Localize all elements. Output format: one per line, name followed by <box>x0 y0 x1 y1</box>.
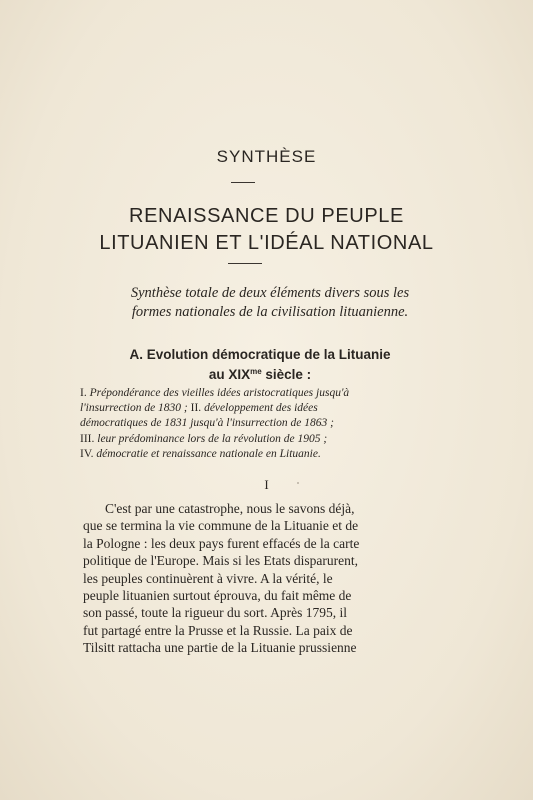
divider-rule <box>231 182 255 183</box>
summary-line <box>80 432 470 447</box>
section-heading-line <box>60 363 460 383</box>
main-title <box>0 203 533 257</box>
body-text <box>83 500 461 657</box>
body-line: la Pologne : les deux pays furent effacés de la carte <box>83 535 360 551</box>
summary-line <box>80 401 470 416</box>
body-line: que se termina la vie commune de la Lituanie et de <box>83 518 359 534</box>
chapter-numeral: I <box>264 477 269 492</box>
subtitle-line: formes nationales de la civilisation lituanienne. <box>131 304 409 320</box>
section-heading <box>60 346 460 383</box>
section-heading-line: A. Evolution démocratique de la Lituanie <box>129 347 391 362</box>
subtitle <box>60 284 480 322</box>
summary-number: III. <box>80 432 98 445</box>
summary-number: I. <box>80 387 90 399</box>
heading-prefix: au XIX <box>208 367 251 382</box>
summary-text: l'insurrection de 1830 ; <box>80 402 188 415</box>
body-line: fut partagé entre la Prusse et la Russie. La paix de <box>83 622 353 638</box>
summary-text: démocratie et renaissance nationale en Lituanie. <box>96 447 321 460</box>
section-title: SYNTHÈSE <box>216 147 317 166</box>
subtitle-line: Synthèse totale de deux éléments divers sous les <box>130 285 410 301</box>
body-line: Tilsitt rattacha une partie de la Lituanie prussienne <box>83 640 357 656</box>
divider-rule <box>228 263 262 264</box>
body-line: C'est par une catastrophe, nous le savons déjà, <box>105 501 355 516</box>
summary-line <box>80 447 470 462</box>
summary-text: Prépondérance des vieilles idées aristocratiques jusqu'à <box>89 387 350 399</box>
section-summary <box>80 386 470 462</box>
heading-suffix: siècle : <box>261 367 312 382</box>
summary-text: leur prédominance lors de la révolution de 1905 ; <box>97 432 328 445</box>
summary-line <box>80 386 470 401</box>
main-title-line: LITUANIEN ET L'IDÉAL NATIONAL <box>99 232 434 254</box>
summary-text: développement des idées <box>204 402 318 415</box>
heading-superscript: me <box>250 367 262 376</box>
body-line: peuple lituanien surtout éprouva, du fait même de <box>83 588 352 604</box>
body-line: les peuples continuèrent à vivre. A la vérité, le <box>83 570 333 586</box>
summary-line <box>80 416 470 431</box>
summary-text: démocratiques de 1831 jusqu'à l'insurrection de 1863 ; <box>80 417 334 430</box>
body-line: politique de l'Europe. Mais si les Etats disparurent, <box>83 553 359 569</box>
summary-number: II. <box>190 402 205 415</box>
summary-number: IV. <box>80 447 97 460</box>
main-title-line: RENAISSANCE DU PEUPLE <box>129 205 404 227</box>
body-line: son passé, toute la rigueur du sort. Après 1795, il <box>83 605 347 621</box>
